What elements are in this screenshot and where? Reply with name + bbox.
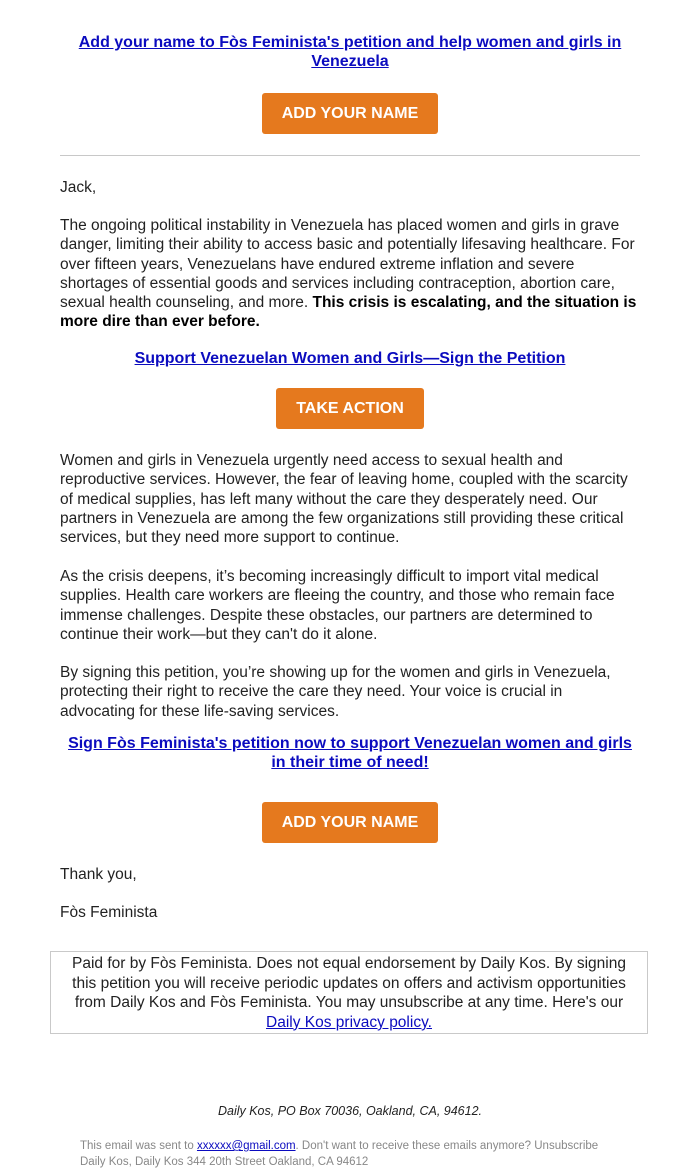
footer-unsubscribe-text: . Don't want to receive these emails anymore? Unsubscribe [295, 1140, 599, 1152]
petition-headline-link[interactable]: Add your name to Fòs Feminista's petition and help women and girls in Venezuela [78, 34, 622, 70]
support-link-wrap [60, 349, 640, 368]
recipient-email-link[interactable]: xxxxxx@gmail.com [196, 1140, 296, 1152]
signature: Fòs Feminista [60, 904, 158, 921]
privacy-policy-link[interactable]: Daily Kos privacy policy. [266, 1013, 432, 1031]
footer-address: Daily Kos, Daily Kos 344 20th Street Oakland, CA 94612 [80, 1156, 369, 1168]
mailing-address: Daily Kos, PO Box 70036, Oakland, CA, 94612. [217, 1104, 483, 1118]
sign-link-wrap [60, 734, 640, 772]
sign-petition-link[interactable]: Sign Fòs Feminista's petition now to support Venezuelan women and girls in their time of need! [68, 735, 632, 771]
paragraph-crisis-bold: This crisis is escalating, and the situation is more dire than ever before. [60, 294, 637, 331]
thank-you: Thank you, [60, 866, 137, 883]
footer-sent-line [80, 1138, 640, 1154]
divider [60, 155, 640, 156]
add-your-name-button-top[interactable]: ADD YOUR NAME [262, 93, 438, 134]
take-action-button[interactable]: TAKE ACTION [276, 388, 424, 429]
add-your-name-button-bottom[interactable]: ADD YOUR NAME [262, 802, 438, 843]
petition-headline [60, 33, 640, 71]
paragraph-supplies: As the crisis deepens, it’s becoming increasingly difficult to import vital medical supplies. Health care workers are fleeing the country, and those who remain face immense challenges. Despite these obstacles, our partners are determined to continue their work—but they can't do it alone. [60, 568, 615, 643]
paragraph-signing: By signing this petition, you’re showing up for the women and girls in Venezuela, protecting their right to receive the care they need. Your voice is crucial in advocating for these life-saving services. [60, 664, 611, 720]
paragraph-access: Women and girls in Venezuela urgently need access to sexual health and reproductive services. However, the fear of leaving home, coupled with the scarcity of medical supplies, has left many without the care they desperately need. Our partners in Venezuela are among the few organizations still providing these critical services, but they need more support to continue. [60, 452, 628, 547]
paragraph-crisis [60, 216, 640, 332]
disclaimer-box [50, 951, 648, 1034]
paragraph-crisis-text: The ongoing political instability in Venezuela has placed women and girls in grave danger, limiting their ability to access basic and potentially lifesaving healthcare. For over fifteen years, Venezuelans have endured extreme inflation and severe shortages of essential goods and services including contraception, abortion care, sexual health counseling, and more. [60, 217, 635, 312]
support-petition-link[interactable]: Support Venezuelan Women and Girls—Sign the Petition [134, 350, 566, 367]
greeting: Jack, [60, 179, 97, 196]
disclaimer-text: Paid for by Fòs Feminista. Does not equal endorsement by Daily Kos. By signing this petition you will receive periodic updates on offers and activism opportunities from Daily Kos and Fòs Feminista. You may unsubscribe at any time. Here's our [72, 955, 626, 1012]
footer-sent-prefix: This email was sent to [80, 1140, 194, 1152]
